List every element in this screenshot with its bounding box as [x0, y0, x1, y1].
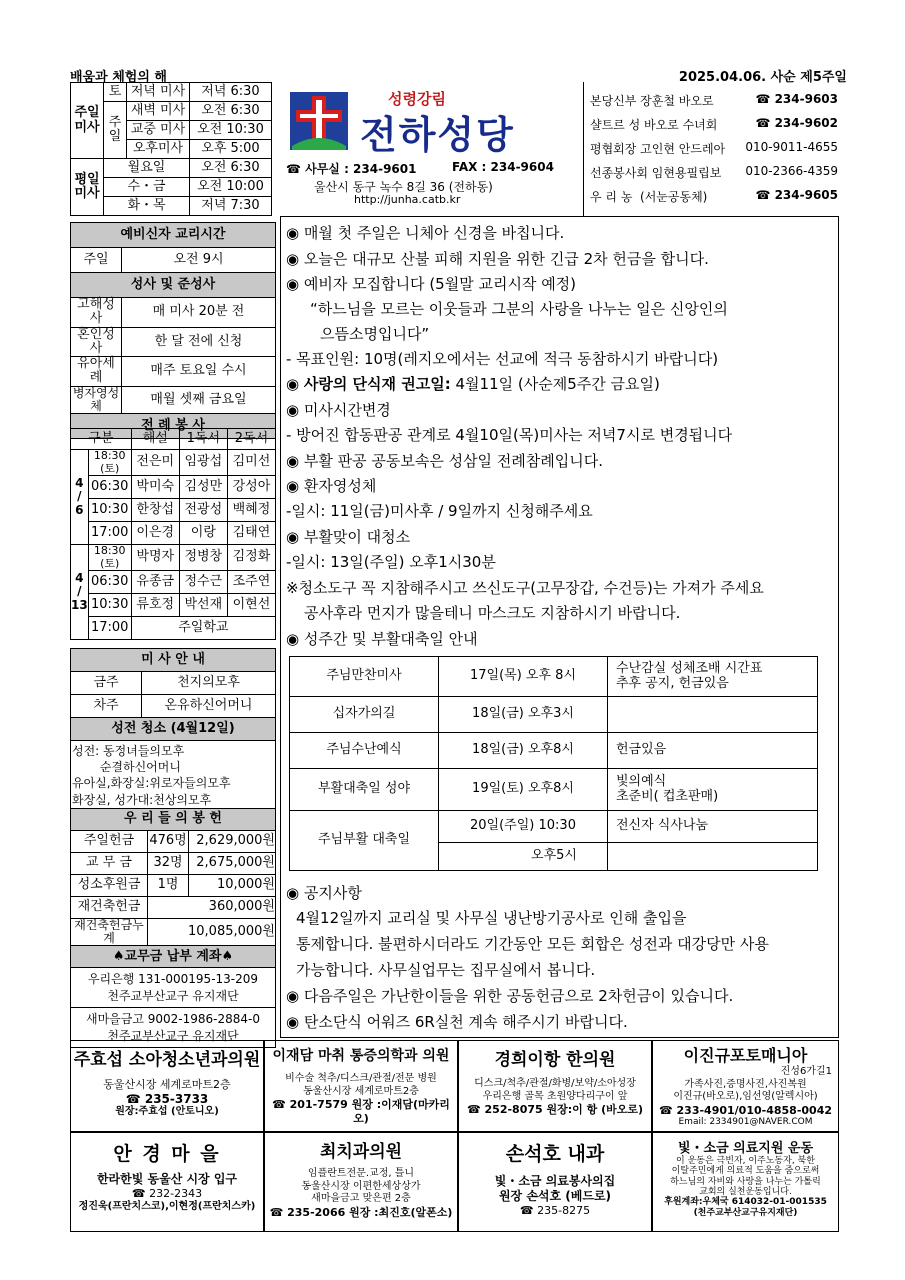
office-fax: FAX : 234-9604	[452, 160, 554, 174]
weekday-time: 오전 6:30	[190, 159, 272, 178]
notice-item: ◉ 미사시간변경	[286, 399, 391, 420]
ad-line: 교회의 실천운동입니다.	[699, 1187, 792, 1198]
contact-name: 샬트르 성 바오로 수녀회	[590, 118, 718, 132]
left-info-table	[70, 222, 276, 439]
holy-week-note: 헌금있음	[608, 733, 818, 769]
motto: 배움과 체험의 해	[70, 70, 167, 85]
liturgy-cell: 한창섭	[131, 499, 179, 522]
liturgy-cell: 박미숙	[131, 476, 179, 499]
ad-line: 새마을금고 맞은편 2층	[311, 1193, 411, 1204]
liturgy-cell: 박명자	[131, 545, 179, 571]
liturgy-table	[70, 428, 276, 640]
mass-name: 저녁 미사	[127, 83, 190, 102]
holy-week-name: 주님만찬미사	[290, 657, 439, 697]
liturgy-header: 해설	[131, 429, 179, 450]
notice-quote: 으뜸소명입니다”	[320, 325, 430, 343]
offering-amount: 2,675,000원	[189, 853, 276, 875]
accounts-title: ♠교무금 납부 계좌♠	[71, 946, 276, 968]
liturgy-cell: 임광섭	[179, 450, 227, 476]
liturgy-cell: 이은경	[131, 522, 179, 545]
cleaning-line: 성전: 동정녀들의모후	[72, 744, 185, 758]
notice-quote: “하느님을 모르는 이웃들과 그분의 사랑을 나누는 일은 신앙인의	[310, 300, 728, 318]
holy-week-time: 오후5시	[439, 843, 608, 871]
ad-pediatrics	[70, 1040, 264, 1132]
notice-detail: -일시: 11일(금)미사후 / 9일까지 신청해주세요	[286, 502, 593, 520]
contact-phone: 010-9011-4655	[745, 140, 838, 154]
notice-note: ※청소도구 꼭 지참해주시고 쓰신도구(고무장갑, 수건등)는 가져가 주세요	[286, 579, 764, 597]
liturgy-cell: 정수근	[179, 571, 227, 594]
ad-title: 안 경 마 을	[113, 1143, 221, 1165]
contact-name: 우 리 농 (서눈공동체)	[590, 190, 708, 204]
notice-detail: 통제합니다. 불편하시더라도 기간동안 모든 회합은 성전과 대강당만 사용	[296, 935, 769, 953]
ad-oriental-clinic	[458, 1040, 652, 1132]
rebuild-total-label: 재건축헌금누계	[71, 919, 148, 946]
parish-emblem-icon	[288, 90, 350, 152]
sacrament-name: 병자영성체	[71, 386, 122, 413]
mass-time: 오전 6:30	[190, 102, 272, 121]
account-holder: 천주교부산교구 유지재단	[107, 1028, 239, 1043]
office-phone: ☎ 사무실 : 234-9601	[286, 162, 417, 176]
ad-dental	[264, 1132, 458, 1232]
holy-week-time: 18일(금) 오후8시	[439, 733, 608, 769]
mass-guide-name: 금주	[71, 672, 142, 695]
holy-week-time: 17일(목) 오후 8시	[439, 657, 608, 697]
liturgy-title: 전 례 봉 사	[71, 414, 276, 439]
ad-line: 비수술 척추/디스크/관절/전문 병원	[285, 1073, 437, 1084]
notice-detail: 가능합니다. 사무실업무는 집무실에서 봅니다.	[296, 961, 596, 979]
rebuild-amount: 360,000원	[148, 897, 276, 919]
liturgy-cell: 전광성	[179, 499, 227, 522]
ad-line: 이탈주민에게 의료적 도움을 줌으로써	[671, 1166, 820, 1177]
ad-title: 빛・소금 의료지원 운동	[677, 1141, 814, 1156]
holy-week-name: 부활대축일 성야	[290, 769, 439, 811]
ad-phone: ☎ 235-3733	[125, 1091, 209, 1106]
liturgy-time: 06:30	[88, 571, 131, 594]
mass-name: 교중 미사	[127, 121, 190, 140]
mass-guide-value: 천지의모후	[142, 672, 276, 695]
liturgy-cell: 강성아	[227, 476, 275, 499]
address: 울산시 동구 녹수 8길 36 (전하동)	[314, 180, 493, 194]
holy-week-time: 18일(금) 오후3시	[439, 697, 608, 733]
week-label: 4 / 13	[71, 545, 89, 640]
mass-name: 오후미사	[127, 140, 190, 159]
ad-line: 원장 손석호 (베드로)	[498, 1189, 612, 1203]
notice-item: ◉ 매월 첫 주일은 니체아 신경을 바칩니다.	[286, 222, 564, 243]
contact-phone: ☎ 234-9602	[755, 116, 838, 130]
offering-name: 성소후원금	[71, 875, 148, 897]
contact-name: 선종봉사회 임현용필립보	[590, 166, 722, 180]
ad-line: 이 운동은 극빈자, 이주노동자, 북한	[676, 1156, 815, 1166]
liturgy-header: 구분	[71, 429, 132, 450]
offerings-title: 우 리 들 의 봉 헌	[71, 809, 276, 831]
mass-guide-title: 미 사 안 내	[71, 649, 276, 672]
sacrament-name: 고해성사	[71, 298, 122, 328]
notice-item: ◉ 부활 판공 공동보속은 성삼일 전례참례입니다.	[286, 450, 603, 471]
sacrament-value: 한 달 전에 신청	[122, 327, 276, 357]
contact-phone: 010-2366-4359	[745, 164, 838, 178]
holy-week-note	[608, 697, 818, 733]
weekday-day: 화・목	[104, 197, 190, 216]
mass-times-table	[70, 82, 272, 216]
issue-date: 2025.04.06. 사순 제5주일	[678, 70, 847, 85]
ad-line: 동울산시장 세계로마트2층	[303, 1085, 419, 1097]
contact-name: 본당신부 장훈철 바오로	[590, 94, 714, 108]
ad-line: 한라한빛 동울산 시장 입구	[96, 1172, 238, 1186]
ad-optician	[70, 1132, 264, 1232]
sacraments-title: 성사 및 준성사	[71, 273, 276, 298]
ad-line: 빛・소금 의료봉사의집	[494, 1174, 616, 1188]
liturgy-cell: 류호정	[131, 594, 179, 617]
offering-count: 1명	[148, 875, 189, 897]
week-label: 4 / 6	[71, 450, 89, 545]
ad-line: 동울산시장 세계로마트2층	[103, 1078, 231, 1091]
liturgy-header: 2독서	[227, 429, 275, 450]
holy-week-table	[289, 656, 818, 871]
holy-week-note: 빛의예식 초준비( 컵초판매)	[608, 769, 818, 811]
holy-week-note	[608, 843, 818, 871]
liturgy-time: 18:30 (토)	[88, 450, 131, 476]
weekday-time: 저녁 7:30	[190, 197, 272, 216]
sunday-side-label: 주 일	[104, 102, 127, 159]
account-holder: 천주교부산교구 유지재단	[107, 988, 239, 1003]
holy-week-name: 주님부활 대축일	[290, 811, 439, 871]
mass-time: 저녁 6:30	[190, 83, 272, 102]
liturgy-cell: 김미선	[227, 450, 275, 476]
ad-account-holder: (천주교부산교구유지재단)	[693, 1207, 798, 1218]
notice-item	[286, 373, 660, 394]
catechumen-title: 예비신자 교리시간	[71, 223, 276, 248]
contact-phone: ☎ 234-9603	[755, 92, 838, 106]
ad-title: 최치과의원	[319, 1142, 403, 1162]
ad-line: 디스크/척추/관절/화병/보약/소아성장	[474, 1078, 636, 1089]
liturgy-header: 1독서	[179, 429, 227, 450]
ad-phone: ☎ 232-2343	[131, 1187, 203, 1200]
ad-line: 가족사진,증명사진,사진복원	[684, 1078, 807, 1090]
liturgy-cell: 유종금	[131, 571, 179, 594]
notice-rest: 4월11일 (사순제5주간 금요일)	[450, 375, 660, 393]
rebuild-total-amount: 10,085,000원	[148, 919, 276, 946]
sat-label: 토	[104, 83, 127, 102]
offering-count: 32명	[148, 853, 189, 875]
ad-line: 진성6가길1	[780, 1066, 832, 1077]
cleaning-box	[71, 741, 276, 812]
holy-week-time: 19일(토) 오후8시	[439, 769, 608, 811]
liturgy-cell: 주일학교	[131, 617, 275, 640]
weekday-time: 오전 10:00	[190, 178, 272, 197]
notice-detail: - 목표인원: 10명(레지오에서는 선교에 적극 동참하시기 바랍니다)	[286, 350, 719, 368]
ad-phone: ☎ 233-4901/010-4858-0042	[658, 1103, 832, 1117]
mass-guide-value: 온유하신어머니	[142, 695, 276, 718]
ad-phone: ☎ 201-7579 원장 :이재담(마카리오)	[272, 1098, 450, 1125]
cleaning-line: 화장실, 성가대:천상의모후	[72, 792, 212, 807]
weekday-day: 월요일	[104, 159, 190, 178]
ad-medical-support	[652, 1132, 839, 1232]
holy-week-note: 수난감실 성체조배 시간표 추후 공지, 헌금있음	[608, 657, 818, 697]
notice-detail: -일시: 13일(주일) 오후1시30분	[286, 553, 496, 571]
ad-line: 동울산시장 이편한세상상가	[301, 1180, 421, 1192]
notice-bold: 사랑의 단식재 권고일:	[303, 375, 451, 393]
parish-name: 전하성당	[360, 112, 515, 157]
contact-phone: ☎ 234-9605	[755, 188, 838, 202]
sacrament-name: 혼인성사	[71, 327, 122, 357]
mass-guide-table	[70, 648, 276, 812]
notice-item: ◉ 다음주일은 가난한이들을 위한 공동헌금으로 2차헌금이 있습니다.	[286, 985, 733, 1006]
liturgy-time: 06:30	[88, 476, 131, 499]
weekday-mass-label: 평일 미사	[71, 159, 104, 216]
offering-name: 교 무 금	[71, 853, 148, 875]
holy-week-name: 십자가의길	[290, 697, 439, 733]
notice-detail: 4월12일까지 교리실 및 사무실 냉난방기공사로 인해 출입을	[296, 909, 687, 927]
liturgy-time: 17:00	[88, 522, 131, 545]
holy-week-name: 주님수난예식	[290, 733, 439, 769]
liturgy-cell: 전은미	[131, 450, 179, 476]
notice-item: ◉ 공지사항	[286, 882, 362, 903]
sacrament-value: 매월 셋째 금요일	[122, 386, 276, 413]
parish-subtitle: 성령강림	[388, 90, 446, 108]
cleaning-title: 성전 청소 (4월12일)	[71, 718, 276, 741]
account-number: 새마을금고 9002-1986-2884-0	[85, 1012, 261, 1027]
notice-item: ◉ 탄소단식 어워즈 6R실천 계속 해주시기 바랍니다.	[286, 1011, 628, 1032]
mass-guide-name: 차주	[71, 695, 142, 718]
liturgy-cell: 김태연	[227, 522, 275, 545]
ad-email: Email: 2334901@NAVER.COM	[678, 1117, 813, 1128]
sacrament-value: 매 미사 20분 전	[122, 298, 276, 328]
notice-item: ◉ 부활맞이 대청소	[286, 526, 410, 547]
notice-detail: - 방어진 합동판공 관계로 4월10일(목)미사는 저녁7시로 변경됩니다	[286, 426, 733, 444]
rebuild-label: 재건축헌금	[71, 897, 148, 919]
offerings-table	[70, 808, 276, 1048]
ad-line: 정진욱(프란치스코),이현정(프란치스카)	[78, 1200, 256, 1212]
offering-amount: 2,629,000원	[189, 831, 276, 853]
offering-name: 주일헌금	[71, 831, 148, 853]
liturgy-cell: 김성만	[179, 476, 227, 499]
ad-pain-clinic	[264, 1040, 458, 1132]
ad-phone: ☎ 235-2066 원장 :최진호(알폰소)	[269, 1205, 453, 1219]
contact-name: 평협회장 고인현 안드레아	[590, 142, 726, 156]
ad-line: 원장:주효섭 (안토니오)	[115, 1105, 219, 1117]
ad-line: 하느님의 자비와 사랑을 나누는 가톨릭	[670, 1176, 821, 1187]
liturgy-cell: 이현선	[227, 594, 275, 617]
ad-line: 우리은행 골목 초원양다리구이 앞	[482, 1090, 628, 1102]
holy-week-note: 전신자 식사나눔	[608, 811, 818, 843]
cleaning-line: 순결하신어머니	[72, 760, 181, 775]
sacrament-value: 매주 토요일 수시	[122, 357, 276, 387]
ad-photo-studio	[652, 1040, 839, 1132]
mass-time: 오전 10:30	[190, 121, 272, 140]
catechumen-day: 주일	[71, 248, 122, 273]
notice-item: ◉ 환자영성체	[286, 475, 376, 496]
cleaning-line: 유아실,화장실:위로자들의모후	[72, 776, 231, 791]
ad-internal-medicine	[458, 1132, 652, 1232]
ad-title: 이재담 마취 통증의학과 의원	[272, 1048, 450, 1064]
ad-phone: ☎ 235-8275	[519, 1204, 591, 1217]
ad-title: 주효섭 소아청소년과의원	[73, 1050, 261, 1070]
ad-title: 경희이항 한의원	[494, 1050, 616, 1070]
liturgy-cell: 정병창	[179, 545, 227, 571]
offering-count: 476명	[148, 831, 189, 853]
ad-account: 후원계좌:우체국 614032-01-001535	[664, 1197, 827, 1208]
catechumen-time: 오전 9시	[122, 248, 276, 273]
notice-item: ◉ 성주간 및 부활대축일 안내	[286, 628, 478, 649]
ad-line: 이진규(바오로),임선영(알렉시아)	[673, 1091, 818, 1102]
contacts-box	[583, 82, 840, 216]
liturgy-time: 17:00	[88, 617, 131, 640]
liturgy-cell: 조주연	[227, 571, 275, 594]
mass-time: 오후 5:00	[190, 140, 272, 159]
ad-title: 이진규포토매니아	[683, 1046, 808, 1065]
website-link[interactable]: http://junha.catb.kr	[354, 193, 461, 206]
notice-item: ◉ 오늘은 대규모 산불 피해 지원을 위한 긴급 2차 헌금을 합니다.	[286, 248, 709, 269]
liturgy-cell: 이랑	[179, 522, 227, 545]
notice-note: 공사후라 먼지가 많을테니 마스크도 지참하시기 바랍니다.	[304, 604, 681, 622]
weekday-day: 수・금	[104, 178, 190, 197]
liturgy-time: 10:30	[88, 594, 131, 617]
parish-logo-block	[284, 86, 584, 216]
ad-phone: ☎ 252-8075 원장:이 항 (바오로)	[467, 1103, 643, 1116]
offering-amount: 10,000원	[189, 875, 276, 897]
holy-week-time: 20일(주일) 10:30	[439, 811, 608, 843]
liturgy-time: 18:30 (토)	[88, 545, 131, 571]
account-box	[71, 968, 276, 1008]
notice-item: ◉ 예비자 모집합니다 (5월말 교리시작 예정)	[286, 273, 576, 294]
liturgy-cell: 백혜정	[227, 499, 275, 522]
mass-name: 새벽 미사	[127, 102, 190, 121]
ad-line: 임플란트전문.교정, 틀니	[307, 1168, 415, 1179]
liturgy-cell: 김정화	[227, 545, 275, 571]
sunday-mass-label: 주일 미사	[71, 83, 104, 159]
liturgy-cell: 박선재	[179, 594, 227, 617]
ad-title: 손석호 내과	[505, 1143, 605, 1165]
sacrament-name: 유아세례	[71, 357, 122, 387]
liturgy-time: 10:30	[88, 499, 131, 522]
account-number: 우리은행 131-000195-13-209	[87, 972, 259, 987]
